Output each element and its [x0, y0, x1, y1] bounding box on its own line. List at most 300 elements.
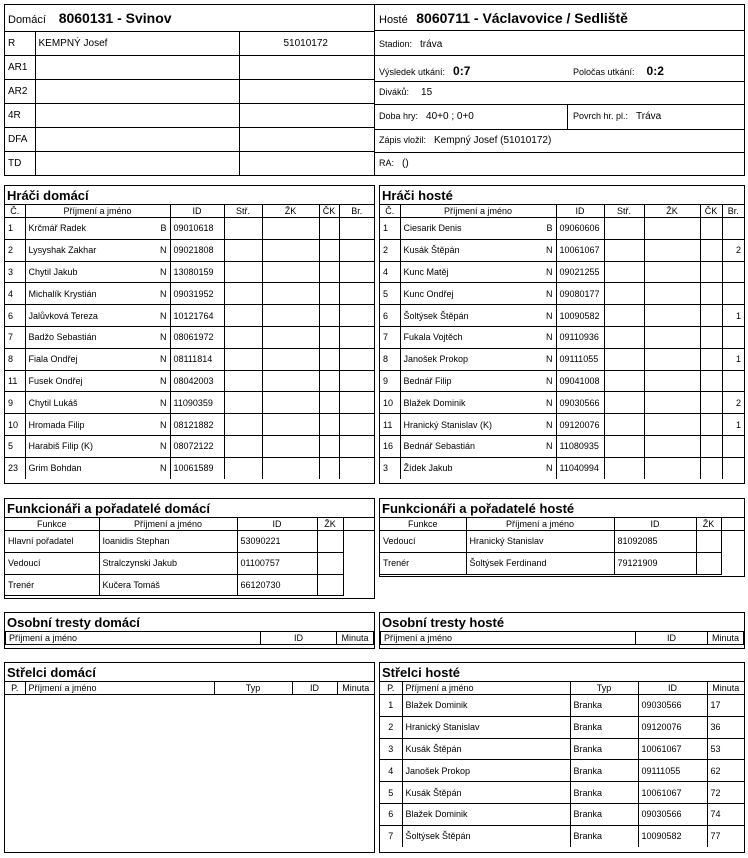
player-red — [319, 348, 339, 370]
spectators-value: 15 — [421, 87, 433, 98]
player-name — [400, 370, 556, 392]
col-header: ID — [556, 205, 604, 218]
player-goals — [339, 392, 374, 414]
player-row — [5, 392, 374, 414]
col-header: Minuta — [707, 682, 744, 695]
col-name: Příjmení a jméno — [381, 632, 636, 645]
scorer-order: 3 — [380, 738, 402, 760]
player-id: 08061972 — [170, 326, 224, 348]
scorer-order: 4 — [380, 760, 402, 782]
player-starter — [604, 218, 644, 240]
player-starter — [224, 435, 262, 457]
staff-spacer — [343, 531, 374, 553]
staff-row — [380, 552, 744, 574]
official-role: AR1 — [5, 55, 35, 79]
player-name-text: Badžo Sebastián — [28, 332, 97, 343]
players-home-title: Hráči domácí — [7, 188, 89, 203]
staff-yellow — [696, 552, 721, 574]
player-position: N — [160, 463, 167, 474]
player-starter — [224, 457, 262, 479]
player-yellow — [644, 261, 700, 283]
col-header: Příjmení a jméno — [402, 682, 570, 695]
col-header: Příjmení a jméno — [25, 682, 214, 695]
player-position: N — [546, 419, 553, 430]
player-name — [400, 435, 556, 457]
player-position: N — [546, 332, 553, 343]
player-number: 10 — [380, 392, 400, 414]
player-id: 09120076 — [556, 414, 604, 436]
player-name — [25, 435, 170, 457]
player-goals: 1 — [722, 348, 744, 370]
scorer-row — [380, 716, 744, 738]
player-yellow — [644, 283, 700, 305]
staff-row — [5, 552, 374, 574]
player-yellow — [644, 326, 700, 348]
scorer-id: 09030566 — [638, 695, 707, 717]
player-row — [380, 457, 744, 479]
player-goals — [722, 435, 744, 457]
official-id — [239, 127, 374, 151]
player-name — [400, 348, 556, 370]
official-name — [35, 55, 239, 79]
player-goals — [339, 305, 374, 327]
penalties-home-title: Osobní tresty domácí — [7, 615, 140, 630]
player-starter — [224, 370, 262, 392]
staff-away-table — [380, 517, 744, 575]
player-number: 5 — [5, 435, 25, 457]
player-red — [319, 457, 339, 479]
player-number: 9 — [380, 370, 400, 392]
staff-role: Trenér — [380, 552, 466, 574]
penalties-home-section — [4, 612, 375, 649]
player-yellow — [262, 239, 319, 261]
player-row — [380, 414, 744, 436]
player-number: 7 — [380, 326, 400, 348]
player-name — [25, 326, 170, 348]
official-role: AR2 — [5, 79, 35, 103]
player-starter — [224, 283, 262, 305]
col-header: Příjmení a jméno — [466, 518, 614, 531]
official-id — [239, 79, 374, 103]
official-id — [239, 103, 374, 127]
player-row — [380, 435, 744, 457]
player-name-text: Hranický Stanislav (K) — [403, 419, 493, 430]
scorers-away-section — [379, 662, 745, 853]
player-position: N — [160, 375, 167, 386]
player-position: B — [160, 223, 167, 234]
scorer-name: Kusák Štěpán — [402, 782, 570, 804]
player-yellow — [644, 218, 700, 240]
player-goals — [339, 283, 374, 305]
official-id — [239, 55, 374, 79]
col-header: Stř. — [604, 205, 644, 218]
col-header: ID — [638, 682, 707, 695]
scorer-type: Branka — [570, 825, 638, 847]
player-position: N — [160, 354, 167, 365]
player-name-text: Kunc Ondřej — [403, 288, 454, 299]
player-goals — [722, 326, 744, 348]
player-number: 2 — [380, 239, 400, 261]
player-goals — [339, 414, 374, 436]
player-name — [400, 218, 556, 240]
scorer-type: Branka — [570, 695, 638, 717]
scorer-type: Branka — [570, 738, 638, 760]
player-red — [319, 239, 339, 261]
col-header: Funkce — [380, 518, 466, 531]
player-id: 09110936 — [556, 326, 604, 348]
player-name-text: Janošek Prokop — [403, 354, 469, 365]
player-id: 08072122 — [170, 435, 224, 457]
player-starter — [224, 392, 262, 414]
staff-role: Vedoucí — [380, 531, 466, 553]
official-name — [35, 127, 239, 151]
player-position: N — [160, 288, 167, 299]
player-red — [319, 326, 339, 348]
col-header: ŽK — [262, 205, 319, 218]
player-number: 11 — [380, 414, 400, 436]
ra-value: () — [402, 158, 409, 169]
official-name — [35, 103, 239, 127]
player-number: 8 — [5, 348, 25, 370]
staff-spacer — [721, 531, 744, 553]
player-name — [25, 370, 170, 392]
staff-away-section — [379, 498, 745, 577]
player-position: N — [546, 266, 553, 277]
result-label: Výsledek utkání: — [379, 67, 446, 77]
player-goals — [722, 218, 744, 240]
player-goals — [339, 435, 374, 457]
player-yellow — [262, 326, 319, 348]
player-starter — [224, 305, 262, 327]
player-goals: 2 — [722, 239, 744, 261]
scorers-home-title: Střelci domácí — [7, 665, 96, 680]
player-number: 16 — [380, 435, 400, 457]
player-row — [380, 261, 744, 283]
player-name-text: Harabiš Filip (K) — [28, 441, 94, 452]
scorer-id: 10061067 — [638, 738, 707, 760]
player-name — [25, 239, 170, 261]
scorer-order: 6 — [380, 803, 402, 825]
player-position: N — [160, 266, 167, 277]
player-starter — [604, 261, 644, 283]
player-name — [400, 305, 556, 327]
player-goals — [339, 457, 374, 479]
staff-yellow — [317, 531, 343, 553]
player-starter — [604, 326, 644, 348]
stadium-label: Stadion: — [379, 39, 413, 49]
player-name-text: Kunc Matěj — [403, 266, 449, 277]
scorer-order: 5 — [380, 782, 402, 804]
scorer-name: Janošek Prokop — [402, 760, 570, 782]
staff-name: Šoltýsek Ferdinand — [466, 552, 614, 574]
result-value: 0:7 — [453, 64, 471, 78]
player-position: N — [546, 354, 553, 365]
player-yellow — [644, 392, 700, 414]
scorer-row — [380, 803, 744, 825]
official-role: 4R — [5, 103, 35, 127]
player-id: 08111814 — [170, 348, 224, 370]
player-id: 09060606 — [556, 218, 604, 240]
player-number: 3 — [380, 457, 400, 479]
scorer-name: Hranický Stanislav — [402, 716, 570, 738]
player-goals — [722, 457, 744, 479]
col-id: ID — [636, 632, 708, 645]
player-row — [380, 348, 744, 370]
player-id: 09010618 — [170, 218, 224, 240]
player-name — [400, 239, 556, 261]
player-name-text: Grim Bohdan — [28, 463, 82, 474]
scorer-minute: 36 — [707, 716, 744, 738]
player-number: 5 — [380, 283, 400, 305]
staff-yellow — [317, 574, 343, 596]
player-red — [319, 218, 339, 240]
player-id: 08121882 — [170, 414, 224, 436]
player-number: 8 — [380, 348, 400, 370]
scorer-minute: 62 — [707, 760, 744, 782]
staff-name: Ioanidis Stephan — [99, 531, 237, 553]
staff-spacer — [721, 552, 744, 574]
player-position: N — [160, 310, 167, 321]
player-goals — [339, 326, 374, 348]
surface-label: Povrch hr. pl.: — [573, 111, 629, 121]
col-header: ID — [614, 518, 696, 531]
player-number: 2 — [5, 239, 25, 261]
staff-home-section — [4, 498, 375, 599]
col-header: Příjmení a jméno — [99, 518, 237, 531]
scorer-minute: 77 — [707, 825, 744, 847]
player-row — [5, 414, 374, 436]
official-id: 51010172 — [239, 31, 374, 55]
stadium-value: tráva — [420, 39, 443, 50]
col-header: Br. — [722, 205, 744, 218]
official-role: R — [5, 31, 35, 55]
scorer-order: 7 — [380, 825, 402, 847]
player-red — [700, 435, 722, 457]
player-yellow — [262, 348, 319, 370]
player-row — [5, 457, 374, 479]
col-header: Minuta — [337, 682, 374, 695]
scorer-minute: 74 — [707, 803, 744, 825]
player-row — [5, 435, 374, 457]
player-number: 4 — [5, 283, 25, 305]
player-starter — [604, 348, 644, 370]
col-minute: Minuta — [708, 632, 744, 645]
player-id: 09021255 — [556, 261, 604, 283]
col-header: Typ — [570, 682, 638, 695]
player-row — [5, 305, 374, 327]
player-starter — [224, 261, 262, 283]
col-header: Příjmení a jméno — [400, 205, 556, 218]
scorer-id: 09111055 — [638, 760, 707, 782]
player-goals — [339, 348, 374, 370]
scorer-name: Blažek Dominik — [402, 803, 570, 825]
staff-id: 81092085 — [614, 531, 696, 553]
spectators-label: Diváků: — [379, 87, 410, 97]
player-id: 09080177 — [556, 283, 604, 305]
col-header: ŽK — [644, 205, 700, 218]
player-id: 09031952 — [170, 283, 224, 305]
player-number: 6 — [5, 305, 25, 327]
player-name-text: Chytil Jakub — [28, 266, 78, 277]
player-yellow — [262, 305, 319, 327]
official-row — [5, 127, 374, 151]
scorers-home-section — [4, 662, 375, 853]
player-red — [700, 326, 722, 348]
player-name-text: Krčmář Radek — [28, 223, 87, 234]
player-yellow — [644, 239, 700, 261]
player-name — [400, 283, 556, 305]
player-position: N — [546, 463, 553, 474]
player-row — [380, 218, 744, 240]
scorer-id: 09030566 — [638, 803, 707, 825]
scorer-type: Branka — [570, 716, 638, 738]
staff-row — [5, 574, 374, 596]
player-name — [25, 305, 170, 327]
col-spacer — [721, 518, 744, 531]
player-red — [700, 457, 722, 479]
player-goals — [339, 239, 374, 261]
player-red — [700, 261, 722, 283]
scorers-away-table — [380, 681, 744, 847]
player-row — [380, 239, 744, 261]
col-header: Příjmení a jméno — [25, 205, 170, 218]
penalties-home-table — [5, 631, 374, 645]
player-yellow — [262, 283, 319, 305]
col-header: Br. — [339, 205, 374, 218]
header-home — [4, 4, 375, 176]
staff-away-title: Funkcionáři a pořadatelé hosté — [382, 501, 575, 516]
penalties-away-table — [380, 631, 744, 645]
official-role: DFA — [5, 127, 35, 151]
player-yellow — [262, 218, 319, 240]
player-number: 11 — [5, 370, 25, 392]
player-red — [700, 348, 722, 370]
player-id: 13080159 — [170, 261, 224, 283]
player-row — [5, 239, 374, 261]
player-row — [380, 370, 744, 392]
player-red — [319, 414, 339, 436]
player-name — [400, 457, 556, 479]
player-red — [319, 261, 339, 283]
scorer-id: 10090582 — [638, 825, 707, 847]
player-name — [25, 457, 170, 479]
player-starter — [224, 348, 262, 370]
player-name — [400, 414, 556, 436]
player-starter — [224, 218, 262, 240]
player-number: 3 — [5, 261, 25, 283]
official-row — [5, 151, 374, 175]
player-yellow — [644, 305, 700, 327]
official-name — [35, 151, 239, 175]
player-id: 10061067 — [556, 239, 604, 261]
staff-yellow — [696, 531, 721, 553]
official-row — [5, 31, 374, 55]
player-red — [319, 283, 339, 305]
player-red — [319, 305, 339, 327]
player-yellow — [262, 261, 319, 283]
player-starter — [604, 239, 644, 261]
staff-id: 01100757 — [237, 552, 317, 574]
player-position: N — [546, 245, 553, 256]
player-name-text: Kusák Štěpán — [403, 245, 460, 256]
player-row — [380, 392, 744, 414]
player-goals — [339, 370, 374, 392]
home-officials-table — [5, 5, 374, 175]
ra-label: RA: — [379, 158, 395, 168]
player-yellow — [262, 392, 319, 414]
official-row — [5, 55, 374, 79]
player-starter — [604, 370, 644, 392]
player-row — [5, 283, 374, 305]
header-away — [375, 4, 745, 176]
surface-value: Tráva — [636, 111, 662, 122]
col-header: ČK — [700, 205, 722, 218]
player-row — [5, 348, 374, 370]
player-name-text: Ciesarik Denis — [403, 223, 462, 234]
staff-spacer — [343, 552, 374, 574]
staff-row — [5, 531, 374, 553]
player-name — [25, 348, 170, 370]
col-id: ID — [261, 632, 337, 645]
player-name-text: Chytil Lukáš — [28, 397, 78, 408]
player-red — [319, 435, 339, 457]
player-yellow — [262, 414, 319, 436]
player-goals — [339, 261, 374, 283]
player-red — [700, 370, 722, 392]
player-row — [380, 326, 744, 348]
player-number: 10 — [5, 414, 25, 436]
scorer-row — [380, 825, 744, 847]
players-home-table — [5, 204, 374, 479]
player-number: 9 — [5, 392, 25, 414]
scorer-id: 10061067 — [638, 782, 707, 804]
col-spacer — [343, 518, 374, 531]
player-name-text: Fiala Ondřej — [28, 354, 78, 365]
player-position: N — [546, 441, 553, 452]
player-row — [380, 305, 744, 327]
player-number: 6 — [380, 305, 400, 327]
player-id: 09021808 — [170, 239, 224, 261]
player-goals: 1 — [722, 414, 744, 436]
col-header: ŽK — [696, 518, 721, 531]
staff-row — [380, 531, 744, 553]
scorer-id: 09120076 — [638, 716, 707, 738]
player-yellow — [644, 435, 700, 457]
player-id: 11090359 — [170, 392, 224, 414]
scorer-name: Kusák Štěpán — [402, 738, 570, 760]
away-team: 8060711 - Václavovice / Sedliště — [416, 10, 628, 26]
player-yellow — [644, 414, 700, 436]
scorer-row — [380, 695, 744, 717]
player-name-text: Hromada Filip — [28, 419, 85, 430]
player-name — [25, 392, 170, 414]
player-red — [700, 218, 722, 240]
away-label: Hosté — [379, 14, 408, 26]
player-position: N — [546, 375, 553, 386]
staff-role: Vedoucí — [5, 552, 99, 574]
player-id: 09041008 — [556, 370, 604, 392]
player-name-text: Bednář Filip — [403, 375, 452, 386]
player-number: 1 — [5, 218, 25, 240]
player-name — [25, 218, 170, 240]
player-yellow — [644, 348, 700, 370]
scorer-row — [380, 782, 744, 804]
player-position: N — [546, 310, 553, 321]
players-away-section — [379, 185, 745, 484]
player-starter — [224, 414, 262, 436]
player-position: N — [546, 397, 553, 408]
official-row — [5, 79, 374, 103]
